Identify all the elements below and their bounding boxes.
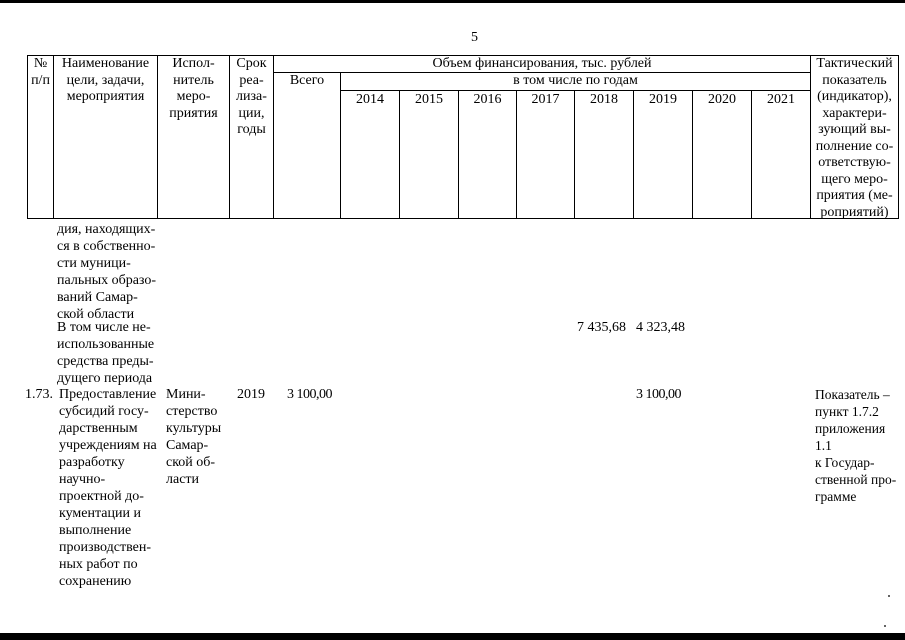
- header-year-2020: 2020: [708, 92, 736, 107]
- row-unused-funds-2018: 7 435,68: [577, 320, 626, 335]
- header-year-2015: 2015: [415, 92, 443, 107]
- row-173-executor: Мини- стерство культуры Самар- ской об- ласти: [166, 387, 222, 487]
- row-173-total: 3 100,00: [287, 387, 332, 402]
- header-year-2018: 2018: [590, 92, 618, 107]
- header-col-executor: Испол- нитель меро- приятия: [169, 56, 218, 121]
- header-col-funding: Объем финансирования, тыс. рублей: [432, 56, 652, 71]
- header-col-term: Срок реа- лиза- ции, годы: [236, 56, 267, 137]
- header-year-2021: 2021: [767, 92, 795, 107]
- scan-speck: [884, 625, 886, 627]
- header-col-by-years: в том числе по годам: [513, 73, 638, 88]
- header-year-2016: 2016: [473, 92, 502, 107]
- row-173-2019: 3 100,00: [636, 387, 681, 402]
- row-unused-funds-name: В том числе не- использованные средства преды- дущего периода: [57, 320, 155, 386]
- header-col-total: Всего: [289, 73, 325, 88]
- row-unused-funds-2019: 4 323,48: [636, 320, 685, 335]
- header-year-2017: 2017: [531, 92, 560, 107]
- row-continued-name: дия, находящих- ся в собственно- сти муници- пальных образо- ваний Самар- ской области: [57, 222, 157, 322]
- header-year-2019: 2019: [649, 92, 677, 107]
- row-173-indicator: Показатель – пункт 1.7.2 приложения 1.1 к Государ- ственной про- грамме: [815, 387, 897, 504]
- header-col-number: № п/п: [31, 56, 50, 88]
- row-173-number: 1.73.: [25, 387, 53, 402]
- header-col-indicator: Тактический показатель (индикатор), характери- зующий вы- полнение со- ответствую- щего меро- приятия (ме- роприятий): [815, 56, 894, 220]
- header-year-2014: 2014: [356, 92, 384, 107]
- page-number: 5: [471, 30, 478, 45]
- header-col-name: Наименование цели, задачи, мероприятия: [61, 56, 150, 104]
- row-173-term: 2019: [237, 387, 265, 402]
- scan-speck: [888, 595, 890, 597]
- row-173-name: Предоставление субсидий госу- дарственным учреждениям на разработку научно- проектной до- кументации и выполнение производствен- ных работ по сохранению: [59, 387, 157, 589]
- top-border: [0, 0, 905, 3]
- bottom-border: [0, 633, 905, 640]
